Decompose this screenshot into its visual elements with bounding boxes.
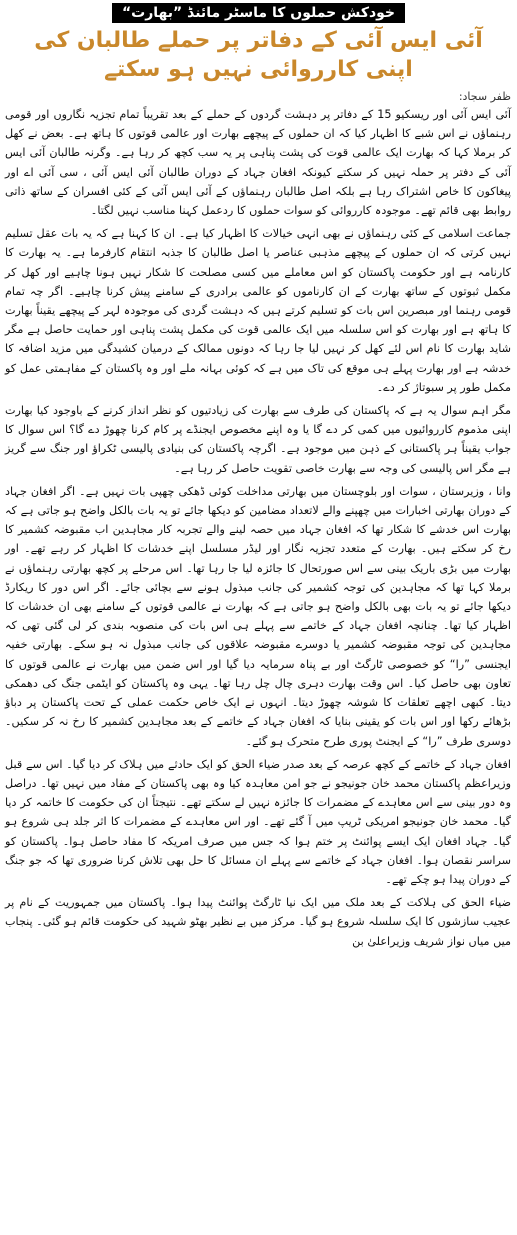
- kicker-wrap: [0, 0, 517, 23]
- byline: ظفر سجاد:: [458, 90, 511, 103]
- paragraph: ضیاء الحق کی ہلاکت کے بعد ملک میں ایک نیا ٹارگٹ پوائنٹ پیدا ہوا۔ پاکستان میں جمہوریت کے نام پر عجیب سازشوں کا ایک سلسلہ شروع ہو گیا۔ مرکز میں بے نظیر بھٹو شہید کی حکومت قائم ہو گئی۔ پنجاب میں میاں نواز شریف وزیراعلیٰ بن: [5, 896, 511, 948]
- article-body: [0, 105, 517, 951]
- headline: آئی ایس آئی کے دفاتر پر حملے طالبان کی اپنی کارروائی نہیں ہو سکتے: [34, 28, 483, 82]
- paragraph: جماعت اسلامی کے کئی رہنماؤں نے بھی انہی خیالات کا اظہار کیا ہے۔ ان کا کہنا ہے کہ یہ بات عقل تسلیم نہیں کرتی کہ ان حملوں کے پیچھے مذہبی عناصر یا اصل طالبان کا جذبہ انتقام کارفرما ہے۔ یہ بھارت کا کارنامہ ہے اور حکومت پاکستان کو اس معاملے میں کسی مصلحت کا شکار نہیں ہونا چاہیے اور کھل کر مکمل ثبوتوں کے ساتھ بھارت کے ان کارناموں کو عالمی برادری کے سامنے پیش کرنا چاہیے۔ اگر چہ تمام قومی رہنما اور مبصرین اس بات کو تسلیم کرتے ہیں کہ دہشت گردی کی موجودہ لہر کے پیچھے یقیناً بھارت کا ہاتھ ہے اور بھارت کو اس سلسلہ میں ایک عالمی قوت کی مکمل پشت پناہی اور حمایت حاصل ہے مگر شاید بھارت کا نام اس لئے کھل کر نہیں لیا جا رہا کہ دونوں ممالک کے درمیان کشیدگی میں مزید اضافہ کا خدشہ ہے اور بھارت پہلے ہی موقع کی تاک میں ہے کہ کوئی بہانہ ملے اور وہ پاکستان کے مفاہمتی عمل کو مکمل طور پر سبوتاژ کر دے۔: [5, 227, 511, 394]
- paragraph: مگر اہم سوال یہ ہے کہ پاکستان کی طرف سے بھارت کی زیادتیوں کو نظر انداز کرنے کے باوجود کیا بھارت اپنی مذموم کارروائیوں میں کمی کر دے گا یا وہ اپنے مخصوص ایجنڈے پر کام کرنا چھوڑ دے گا؟ اس سوال کا جواب یقیناً ہر پاکستانی کے ذہن میں موجود ہے۔ اگرچہ پاکستان کی بنیادی پالیسی ٹکراؤ اور جنگ سے گریز ہے مگر اس پالیسی کی وجہ سے بھارت خاصی تقویت حاصل کر رہا ہے۔: [5, 404, 511, 475]
- paragraph: افغان جہاد کے خاتمے کے کچھ عرصہ کے بعد صدر ضیاء الحق کو ایک حادثے میں ہلاک کر دیا گیا۔ اس سے قبل وزیراعظم پاکستان محمد خان جونیجو نے جو امن معاہدہ کیا وہ بھی پاکستان کے مفاد میں نہیں تھا۔ دراصل وہ دور بینی سے اس معاہدے کے مضمرات کا جائزہ نہیں لے سکتے تھے۔ نتیجتاً ان کی حکومت کا خاتمہ کر دیا گیا۔ محمد خان جونیجو امریکی ٹریپ میں آ گئے تھے۔ اور اس معاہدے کے مضمرات کا اثر جلد ہی شروع ہو گیا۔ جہاد افغان ایک ایسے پوائنٹ پر ختم ہوا کہ جس میں صرف امریکہ کا مفاد حاصل ہوا۔ پاکستان کو سراسر نقصان ہوا۔ افغان جہاد کے خاتمے سے پہلے ان مسائل کا حل بھی تلاش کرنا ضروری تھا کہ جو جنگ کے دوران پیدا ہو چکے تھے۔: [5, 757, 511, 886]
- paragraph: وانا ، وزیرستان ، سوات اور بلوچستان میں بھارتی مداخلت کوئی ڈھکی چھپی بات نہیں ہے۔ اگر افغان جہاد کے دوران بھارتی اخبارات میں چھپنے والے لاتعداد مضامین کو دیکھا جائے تو یہ بات بالکل واضح ہو جاتی ہے کہ بھارت اس خدشے کا شکار تھا کہ افغان جہاد میں حصہ لینے والے تجربہ کار مجاہدین اب مقبوضہ کشمیر کا رخ کر سکتے ہیں۔ بھارت کے متعدد تجزیہ نگار اور لیڈر مسلسل اپنے خدشات کا اظہار کر رہے تھے۔ اور بھارت میں بڑی باریک بینی سے اس صورتحال کا جائزہ لیا جا رہا تھا۔ اس مرحلے پر کچھ بھارتی رہنماؤں نے برملا کہا تھا کہ مجاہدین کی توجہ کشمیر کی جانب مبذول ہونے سے بچائی جائے۔ اگر اس دور کا ریکارڈ دیکھا جائے تو یہ بات بھی بالکل واضح ہو جاتی ہے کہ بھارت نے عالمی قوتوں کے سامنے بھی ان خدشات کا اظہار کیا تھا۔ چنانچہ افغان جہاد کے خاتمے سے پہلے ہی اس بات کی منصوبہ بندی کر لی گئی تھی کہ مجاہدین کی توجہ مقبوضہ کشمیر یا دوسرے مقبوضہ علاقوں کی جانب مبذول نہ ہو سکے۔ بھارتی خفیہ ایجنسی ”را“ کو خصوصی ٹارگٹ اور بے پناہ سرمایہ دیا گیا اور اس ضمن میں بھارت نے عالمی قوتوں کا تعاون بھی حاصل کیا۔ اس وقت بھارت دہری چال چل رہا تھا۔ یہی وہ پاکستان کو ایٹمی جنگ کی دھمکی دیتا۔ کبھی اچھے تعلقات کا شوشہ چھوڑ دیتا۔ انہوں نے ایک خاص حکمت عملی کے تحت پاکستان پر دباؤ بڑھائے رکھا اور اس بات کو یقینی بنایا کہ افغان جہاد کے خاتمے کے بعد مجاہدین کشمیر کا رخ نہ کر سکیں۔ دوسری طرف ”را“ کے ایجنٹ پوری طرح متحرک ہو گئے۔: [5, 484, 511, 748]
- paragraph: آئی ایس آئی اور ریسکیو 15 کے دفاتر پر دہشت گردوں کے حملے کے بعد تقریباً تمام تجزیہ نگاروں اور قومی رہنماؤں نے اس شبے کا اظہار کیا کہ ان حملوں کے پیچھے بھارت اور عالمی قوتوں کا ہاتھ ہے۔ بعض نے کھل کر برملا کہا کہ بھارت ایک عالمی قوت کی پشت پناہی پر یہ سب کچھ کر رہا ہے۔ وگرنہ طالبان آئی ایس آئی کے دفتر پر حملہ نہیں کر سکتے کیونکہ افغان جہاد کے دوران طالبان آئی ایس آئی ، سی آئی اے اور پیغاکون کا خاص اشتراک رہا ہے بلکہ اصل طالبان رہنماؤں کے آئی ایس آئی کے کئی افسران کے ساتھ ذاتی روابط بھی قائم تھے۔ موجودہ کارروائی کو سوات حملوں کا ردعمل کہنا مناسب نہیں لگتا۔: [5, 108, 511, 218]
- kicker-label: خودکش حملوں کا ماسٹر مائنڈ ”بھارت“: [112, 3, 405, 23]
